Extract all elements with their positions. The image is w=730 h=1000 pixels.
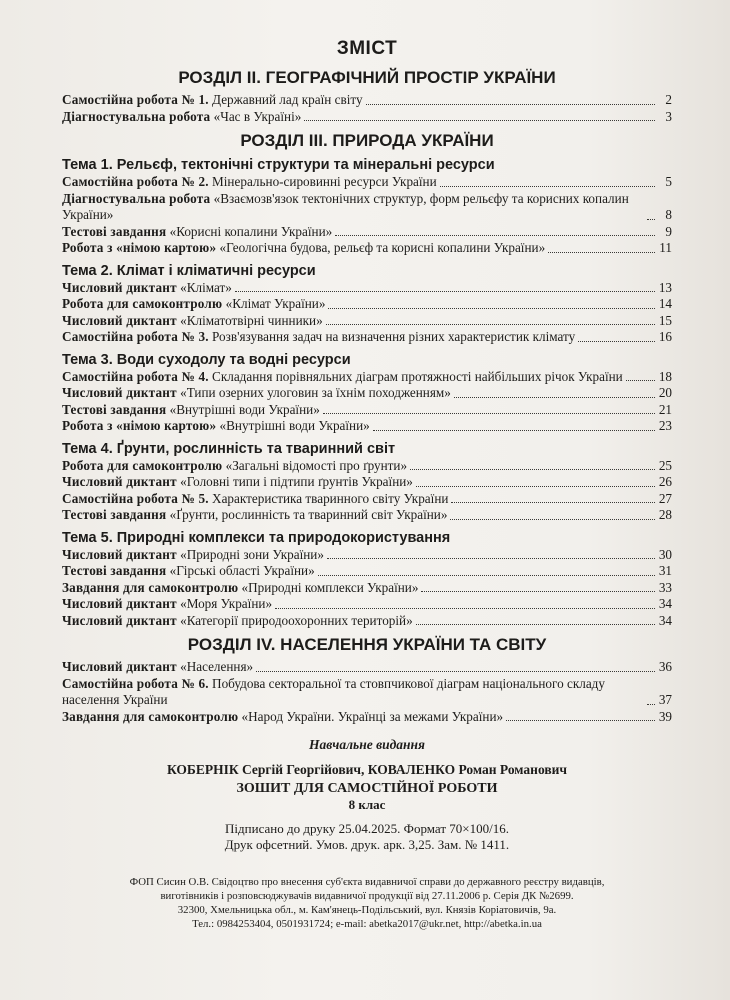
work-type: Тестові завдання	[62, 223, 167, 239]
work-title: «Категорії природоохоронних територій»	[180, 612, 413, 628]
toc-entry	[62, 613, 672, 630]
work-type: Робота для самоконтролю	[62, 296, 223, 311]
work-type: Числовий диктант	[62, 312, 177, 328]
work-title: «Геологічна будова, рельєф та корисні копалини України»	[219, 240, 546, 255]
toc-entry	[62, 474, 672, 491]
imprint	[62, 737, 672, 853]
page-number: 26	[658, 474, 672, 489]
toc-entry	[62, 563, 672, 580]
leader-dots	[416, 486, 655, 487]
page-number: 25	[658, 457, 672, 473]
leader-dots	[275, 608, 655, 609]
publisher-line: виготівників і розповсюджувачів видавничої продукції від 27.11.2006 р. Серія ДК №2699.	[160, 890, 574, 902]
page-number: 20	[658, 385, 672, 400]
toc-entry-text	[62, 580, 418, 597]
topic-title: Тема 5. Природні комплекси та природокористування	[62, 529, 451, 546]
toc-entry	[62, 580, 672, 597]
leader-dots	[450, 519, 655, 520]
work-title: «Внутрішні води України»	[219, 418, 370, 433]
work-title: «Кліматотвірні чинники»	[180, 312, 323, 328]
page-number: 16	[658, 329, 672, 344]
print-details: Друк офсетний. Умов. друк. арк. 3,25. Зам. № 1411.	[224, 837, 510, 852]
work-type: Самостійна робота № 3.	[62, 329, 209, 344]
leader-dots	[304, 120, 655, 121]
toc-entry	[62, 458, 672, 475]
leader-dots	[416, 624, 655, 625]
leader-dots	[647, 704, 655, 705]
work-type: Самостійна робота № 6.	[62, 675, 209, 691]
page-number: 34	[658, 596, 672, 611]
toc-entry-text	[62, 109, 301, 126]
work-title: «Внутрішні води України»	[169, 401, 320, 417]
toc-entry-text	[62, 280, 232, 297]
work-type: Робота з «німою картою»	[62, 418, 217, 433]
work-title: «Головні типи і підтипи ґрунтів України»	[180, 474, 413, 489]
section-title: РОЗДІЛ IV. НАСЕЛЕННЯ УКРАЇНИ ТА СВІТУ	[187, 635, 547, 654]
work-title: Побудова секторальної та стовпчикової діаграм національного складу населення України	[62, 675, 605, 707]
work-type: Робота з «німою картою»	[62, 240, 217, 255]
toc-list	[62, 68, 672, 725]
toc-entry	[62, 329, 672, 346]
work-type: Діагностувальна робота	[62, 190, 211, 206]
grade: 8 клас	[348, 797, 386, 812]
page-title: ЗМІСТ	[336, 38, 398, 59]
toc-entry-text	[62, 563, 315, 580]
publisher-line: Тел.: 0984253404, 0501931724; e-mail: abetka2017@ukr.net, http://abetka.in.ua	[192, 918, 542, 930]
work-title: «Час в Україні»	[213, 108, 302, 124]
toc-entry-text	[62, 385, 451, 402]
section-title: РОЗДІЛ ІІІ. ПРИРОДА УКРАЇНИ	[240, 131, 494, 150]
page-number: 18	[658, 368, 672, 384]
toc-entry	[62, 596, 672, 613]
toc-entry-text	[62, 474, 413, 491]
toc-entry-text	[62, 547, 324, 564]
page-number: 21	[658, 401, 672, 417]
toc-entry	[62, 313, 672, 330]
toc-entry-text	[62, 224, 332, 241]
topic-title: Тема 1. Рельєф, тектонічні структури та мінеральні ресурси	[62, 157, 495, 173]
work-type: Числовий диктант	[62, 659, 177, 674]
work-type: Тестові завдання	[62, 563, 167, 578]
work-title: «Корисні копалини України»	[169, 223, 333, 239]
work-title: «Населення»	[180, 659, 254, 674]
page-number: 2	[665, 92, 672, 107]
leader-dots	[327, 558, 655, 559]
work-title: «Народ України. Українці за межами України»	[241, 708, 504, 724]
toc-entry-text	[62, 491, 448, 508]
leader-dots	[506, 720, 655, 721]
leader-dots	[256, 671, 655, 672]
toc-entry-text	[62, 402, 320, 419]
toc-entry	[62, 402, 672, 419]
toc-entry-text	[62, 92, 363, 109]
toc-entry	[62, 491, 672, 508]
work-title: «Загальні відомості про ґрунти»	[225, 457, 408, 473]
work-title: Державний лад країн світу	[212, 92, 363, 107]
toc-entry	[62, 296, 672, 313]
leader-dots	[326, 324, 655, 325]
toc-entry	[62, 92, 672, 109]
page-number: 5	[665, 174, 672, 189]
toc-entry	[62, 174, 672, 191]
leader-dots	[373, 430, 655, 431]
page-number: 27	[658, 490, 672, 506]
work-title: «Природні комплекси України»	[241, 579, 419, 595]
page-number: 34	[658, 612, 672, 628]
toc-entry-text	[62, 191, 644, 224]
topic-title: Тема 4. Ґрунти, рослинність та тваринний світ	[62, 440, 396, 457]
toc-entry	[62, 547, 672, 564]
leader-dots	[626, 380, 655, 381]
work-type: Числовий диктант	[62, 596, 177, 611]
toc-entry-text	[62, 613, 413, 630]
leader-dots	[366, 104, 655, 105]
page-number: 13	[658, 279, 672, 295]
leader-dots	[421, 591, 655, 592]
work-type: Числовий диктант	[62, 612, 177, 628]
page-number: 9	[665, 223, 672, 239]
work-type: Числовий диктант	[62, 279, 177, 295]
work-title: «Клімат»	[180, 279, 232, 295]
work-type: Числовий диктант	[62, 474, 177, 489]
toc-entry	[62, 659, 672, 676]
work-type: Самостійна робота № 4.	[62, 368, 209, 384]
toc-entry	[62, 109, 672, 126]
publisher-line: ФОП Сисин О.В. Свідоцтво про внесення суб'єкта видавничої справи до державного реєстру видавців,	[129, 876, 605, 888]
leader-dots	[578, 341, 655, 342]
work-title: «Моря України»	[180, 596, 273, 611]
toc-entry-text	[62, 296, 325, 313]
publisher-info	[62, 875, 672, 931]
toc-entry	[62, 507, 672, 524]
page-number: 31	[658, 563, 672, 578]
leader-dots	[440, 186, 655, 187]
work-type: Діагностувальна робота	[62, 108, 211, 124]
work-type: Числовий диктант	[62, 546, 177, 562]
toc-entry	[62, 240, 672, 257]
work-type: Самостійна робота № 1.	[62, 92, 209, 107]
work-title: Характеристика тваринного світу України	[212, 490, 449, 506]
toc-entry-text	[62, 240, 545, 257]
leader-dots	[451, 502, 655, 503]
toc-entry-text	[62, 418, 370, 435]
book-title: ЗОШИТ ДЛЯ САМОСТІЙНОЇ РОБОТИ	[236, 781, 498, 796]
toc-entry	[62, 369, 672, 386]
work-title: «Ґрунти, рослинність та тваринний світ України»	[169, 507, 448, 522]
leader-dots	[647, 219, 655, 220]
toc-entry	[62, 191, 672, 224]
toc-entry-text	[62, 329, 575, 346]
toc-entry	[62, 418, 672, 435]
work-title: «Типи озерних улоговин за їхнім походженням»	[180, 385, 451, 400]
toc-entry-text	[62, 596, 272, 613]
leader-dots	[454, 397, 655, 398]
leader-dots	[235, 291, 655, 292]
toc-entry-text	[62, 709, 503, 726]
work-type: Тестові завдання	[62, 401, 167, 417]
work-title: Розв'язування задач на визначення різних характеристик клімату	[212, 329, 576, 344]
toc-entry	[62, 709, 672, 726]
page-number: 15	[658, 312, 672, 328]
toc-entry	[62, 224, 672, 241]
work-type: Числовий диктант	[62, 385, 177, 400]
toc-entry	[62, 280, 672, 297]
work-type: Робота для самоконтролю	[62, 457, 223, 473]
leader-dots	[548, 252, 655, 253]
topic-title: Тема 3. Води суходолу та водні ресурси	[62, 351, 351, 368]
page-number: 37	[658, 692, 672, 707]
publisher-line: 32300, Хмельницька обл., м. Кам'янець-Подільський, вул. Князів Коріатовичів, 9а.	[177, 904, 557, 916]
work-title: «Природні зони України»	[180, 546, 324, 562]
leader-dots	[323, 413, 655, 414]
page-number: 33	[658, 579, 672, 595]
leader-dots	[410, 469, 655, 470]
edition-type: Навчальне видання	[308, 737, 425, 752]
page-number: 30	[658, 546, 672, 562]
authors: КОБЕРНІК Сергій Георгійович, КОВАЛЕНКО Роман Романович	[166, 762, 568, 777]
work-title: Складання порівняльних діаграм протяжності найбільших річок України	[212, 368, 623, 384]
leader-dots	[328, 308, 655, 309]
toc-entry-text	[62, 676, 644, 709]
toc-entry-text	[62, 313, 323, 330]
toc-entry-text	[62, 369, 623, 386]
work-type: Тестові завдання	[62, 507, 167, 522]
page-number: 14	[658, 296, 672, 311]
work-type: Завдання для самоконтролю	[62, 708, 239, 724]
page-number: 36	[658, 659, 672, 674]
topic-title: Тема 2. Клімат і кліматичні ресурси	[62, 262, 316, 279]
leader-dots	[318, 575, 655, 576]
page-number: 39	[658, 708, 672, 724]
print-signed: Підписано до друку 25.04.2025. Формат 70×100/16.	[225, 821, 509, 836]
work-type: Самостійна робота № 2.	[62, 174, 209, 189]
work-type: Завдання для самоконтролю	[62, 579, 239, 595]
page-number: 8	[665, 207, 672, 222]
page-number: 3	[665, 108, 672, 124]
leader-dots	[335, 235, 655, 236]
work-title: «Клімат України»	[225, 296, 326, 311]
work-type: Самостійна робота № 5.	[62, 490, 209, 506]
toc-entry	[62, 676, 672, 709]
page-number: 28	[658, 507, 672, 522]
toc-entry	[62, 385, 672, 402]
section-title: РОЗДІЛ ІІ. ГЕОГРАФІЧНИЙ ПРОСТІР УКРАЇНИ	[178, 68, 556, 87]
page-number: 23	[658, 418, 672, 433]
table-of-contents	[62, 38, 672, 931]
work-title: Мінерально-сировинні ресурси України	[212, 174, 437, 189]
toc-entry-text	[62, 174, 437, 191]
toc-entry-text	[62, 458, 407, 475]
toc-entry-text	[62, 659, 253, 676]
toc-entry-text	[62, 507, 447, 524]
page-number: 11	[659, 240, 672, 255]
work-title: «Гірські області України»	[169, 563, 315, 578]
work-title: «Взаємозв'язок тектонічних структур, форм рельєфу та корисних копалин України»	[62, 190, 629, 222]
